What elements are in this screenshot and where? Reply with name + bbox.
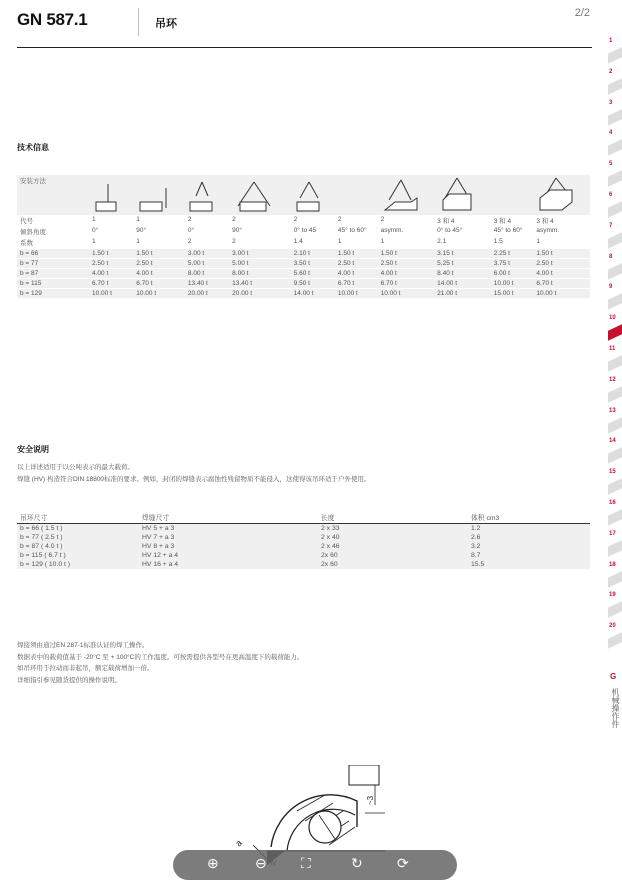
zoom-in-icon[interactable]: ⊕ [207, 855, 219, 871]
table-cell: 6.70 t [335, 279, 378, 289]
lifting-icon [232, 176, 276, 212]
page-title: 吊环 [155, 18, 177, 30]
viewer-toolbar [173, 850, 457, 880]
side-tab[interactable] [606, 190, 622, 221]
dim-a-label: a [233, 837, 244, 849]
table-cell: 1.50 t [89, 249, 133, 259]
tab-number: 6 [609, 192, 613, 198]
table-cell: 8.40 t [434, 269, 491, 279]
table-cell: 10.00 t [533, 289, 590, 299]
tab-number: 14 [609, 438, 616, 445]
page-header [17, 0, 592, 48]
table-cell: 3.00 t [185, 249, 229, 259]
header-divider [138, 8, 139, 36]
part-number: GN 587.1 [17, 10, 88, 29]
table-cell: b = 115 ( 6.7 t ) [17, 551, 139, 560]
side-tab[interactable] [606, 67, 622, 98]
table-cell: 2 [185, 215, 229, 226]
icon-cell [533, 175, 590, 216]
fit-page-icon[interactable]: ⛶ [301, 855, 311, 871]
side-tab[interactable] [606, 36, 622, 67]
col-volume: 体积 cm3 [468, 511, 590, 524]
safety-paragraph-2: 焊缝 (HV) 构造符合DIN 18800标准的要求。例如，封闭的焊缝表示腐蚀性残留物质不能侵入，这使得该吊环适于户外使用。 [17, 476, 371, 483]
table-row [17, 560, 590, 569]
side-tab[interactable] [606, 621, 622, 652]
tab-shape [608, 262, 622, 279]
table-cell: 1 [89, 237, 133, 249]
tab-shape [608, 570, 622, 587]
tab-number: 8 [609, 253, 613, 260]
table-cell: 2.50 t [533, 259, 590, 269]
table-cell: 2 [229, 215, 290, 226]
side-tab[interactable] [606, 159, 622, 190]
col-length: 长度 [318, 511, 468, 524]
table-cell: 45° to 60° [491, 226, 534, 237]
table-cell: 1.2 [468, 524, 590, 534]
lifting-icon [536, 176, 576, 212]
tab-number: 13 [609, 407, 616, 414]
side-tab[interactable] [606, 375, 622, 406]
col-weld: 焊缝尺寸 [139, 511, 318, 524]
tab-shape [608, 323, 622, 340]
tab-shape [608, 231, 622, 248]
category-label: 机械操作件 [611, 688, 620, 728]
table-cell: 2x 60 [318, 560, 468, 569]
tab-number: 3 [609, 99, 613, 106]
tab-number: 9 [609, 284, 613, 291]
side-tab[interactable] [606, 313, 622, 344]
table-cell: 3 和 4 [533, 215, 590, 226]
table-cell: 2 [335, 215, 378, 226]
table-cell: 9.50 t [291, 279, 335, 289]
table-cell: 8.00 t [185, 269, 229, 279]
table-cell: 2x 60 [318, 551, 468, 560]
icon-cell [185, 175, 229, 216]
tab-shape [608, 354, 622, 371]
table-cell: 1.50 t [533, 249, 590, 259]
table-cell: 3.2 [468, 542, 590, 551]
tab-number: 7 [609, 222, 613, 229]
table-cell: HV 5 + a 3 [139, 524, 318, 534]
table-cell: 90° [133, 226, 185, 237]
row-label: b = 66 [17, 249, 89, 259]
tab-number: 17 [609, 530, 616, 537]
table-cell: 13.40 t [229, 279, 290, 289]
tab-shape [608, 108, 622, 125]
dim-3-label: ~3 [366, 795, 375, 805]
side-tab[interactable] [606, 436, 622, 467]
side-tab[interactable] [606, 560, 622, 591]
icon-cell [335, 175, 378, 216]
tab-shape [608, 601, 622, 618]
table-cell: 14.00 t [434, 279, 491, 289]
tab-number: 18 [609, 561, 616, 568]
icon-cell [434, 175, 491, 216]
table-cell: 5.00 t [229, 259, 290, 269]
table-cell: 1 [89, 215, 133, 226]
table-cell: 2 [291, 215, 335, 226]
table-cell: asymm. [378, 226, 435, 237]
table-cell: 2.10 t [291, 249, 335, 259]
table-cell: 2 x 46 [318, 542, 468, 551]
brand-logo: G [610, 672, 617, 681]
row-label: 代号 [17, 215, 89, 226]
side-tab[interactable] [606, 282, 622, 313]
table-cell: 1 [378, 237, 435, 249]
table-cell: 0° [185, 226, 229, 237]
table-cell: 1.50 t [378, 249, 435, 259]
side-tab[interactable] [606, 128, 622, 159]
note-line: 焊接须由通过EN 287-1标准认证的焊工操作。 [17, 642, 149, 649]
tech-heading: 技术信息 [17, 143, 49, 152]
tab-number: 16 [609, 500, 616, 506]
tab-shape [608, 293, 622, 310]
side-tab[interactable] [606, 344, 622, 375]
icon-cell [133, 175, 185, 216]
table-row [17, 289, 590, 299]
table-cell: 3 和 4 [491, 215, 534, 226]
safety-heading: 安全说明 [17, 445, 49, 454]
table-row [17, 226, 590, 237]
table-row [17, 249, 590, 259]
icon-cell [378, 175, 435, 216]
table-cell: HV 7 + a 3 [139, 533, 318, 542]
table-cell: 4.00 t [533, 269, 590, 279]
table-cell: 1.50 t [133, 249, 185, 259]
col-size: 吊环尺寸 [17, 511, 139, 524]
side-tab[interactable] [606, 498, 622, 529]
row-label: 倾斜角度 [17, 226, 89, 237]
note-line: 如吊环用于拉动而非起吊，额定载荷增加一倍。 [17, 665, 154, 672]
tab-number: 19 [609, 592, 616, 599]
weld-header-row [17, 511, 590, 524]
side-tab[interactable] [606, 252, 622, 283]
table-cell: 4.00 t [89, 269, 133, 279]
table-cell: 2.6 [468, 533, 590, 542]
tab-number: 5 [609, 161, 613, 168]
refresh-icon[interactable]: ⟳ [397, 855, 409, 871]
table-cell: 3.50 t [291, 259, 335, 269]
table-cell: 1 [133, 237, 185, 249]
tab-number: 20 [609, 623, 616, 630]
tab-shape [608, 46, 622, 63]
table-cell: 4.00 t [133, 269, 185, 279]
table-cell: 2.50 t [378, 259, 435, 269]
table-cell: 13.40 t [185, 279, 229, 289]
table-cell: 2.50 t [89, 259, 133, 269]
side-tab[interactable] [606, 221, 622, 252]
table-cell: 1.50 t [335, 249, 378, 259]
table-cell: 2.50 t [133, 259, 185, 269]
table-row [17, 259, 590, 269]
table-cell: 20.00 t [229, 289, 290, 299]
side-tab[interactable] [606, 406, 622, 437]
tab-shape [608, 416, 622, 433]
table-cell: 10.00 t [491, 279, 534, 289]
table-cell: 0° to 45 [291, 226, 335, 237]
tab-shape [608, 477, 622, 494]
table-cell: 6.70 t [89, 279, 133, 289]
side-tab[interactable] [606, 98, 622, 129]
tab-shape [608, 508, 622, 525]
table-cell: 10.00 t [89, 289, 133, 299]
lifting-icon [294, 176, 324, 212]
table-cell: 3.00 t [229, 249, 290, 259]
weld-table [17, 511, 590, 569]
table-cell: b = 129 ( 10.0 t ) [17, 560, 139, 569]
lifting-icon [381, 176, 421, 212]
table-cell: 2.50 t [335, 259, 378, 269]
lifting-icon [437, 176, 477, 212]
tab-shape [608, 385, 622, 402]
table-cell: 4.00 t [335, 269, 378, 279]
table-cell: b = 77 ( 2.5 t ) [17, 533, 139, 542]
page-indicator: 2/2 [574, 7, 590, 19]
table-cell: 8.00 t [229, 269, 290, 279]
table-row [17, 279, 590, 289]
lifting-icon [188, 176, 218, 212]
side-tab[interactable] [606, 590, 622, 621]
table-cell: 2 [229, 237, 290, 249]
tab-number: 4 [609, 130, 613, 137]
safety-paragraph-1: 以上详述适用于以公吨表示的最大载荷。 [17, 464, 134, 471]
table-cell: 10.00 t [378, 289, 435, 299]
lifting-icon [92, 176, 122, 212]
tab-shape [608, 169, 622, 186]
table-cell: 8.7 [468, 551, 590, 560]
install-row [17, 175, 590, 216]
load-table [17, 174, 590, 298]
icon-cell [491, 175, 534, 216]
tab-number: 12 [609, 376, 616, 383]
tab-shape [608, 77, 622, 94]
section-tabs [606, 0, 622, 867]
note-line: 详细指引参见随货提供的操作说明。 [17, 676, 121, 684]
row-label: b = 77 [17, 259, 89, 269]
table-cell: 20.00 t [185, 289, 229, 299]
table-cell: 6.70 t [378, 279, 435, 289]
table-cell: 10.00 t [335, 289, 378, 299]
table-cell: 2 [378, 215, 435, 226]
row-label: b = 115 [17, 279, 89, 289]
table-row [17, 551, 590, 560]
icon-cell [229, 175, 290, 216]
tab-shape [608, 447, 622, 464]
icon-cell [291, 175, 335, 216]
table-cell: 1 [335, 237, 378, 249]
table-row [17, 542, 590, 551]
table-cell: 0° [89, 226, 133, 237]
tab-number: 15 [609, 469, 616, 476]
tab-shape [608, 200, 622, 217]
table-cell: b = 66 ( 1.5 t ) [17, 524, 139, 534]
table-cell: 5.00 t [185, 259, 229, 269]
table-cell: 15.5 [468, 560, 590, 569]
table-cell: 15.00 t [491, 289, 534, 299]
table-cell: HV 12 + a 4 [139, 551, 318, 560]
table-cell: 2.25 t [491, 249, 534, 259]
table-row [17, 237, 590, 249]
table-cell: 21.00 t [434, 289, 491, 299]
table-cell: 1 [133, 215, 185, 226]
tab-shape [608, 539, 622, 556]
table-cell: 6.00 t [491, 269, 534, 279]
table-cell: 3.75 t [491, 259, 534, 269]
table-cell: HV 8 + a 3 [139, 542, 318, 551]
row-label: 系数 [17, 237, 89, 249]
table-cell: 6.70 t [133, 279, 185, 289]
row-label: b = 129 [17, 289, 89, 299]
table-cell: 90° [229, 226, 290, 237]
table-cell: 0° to 45° [434, 226, 491, 237]
table-row [17, 269, 590, 279]
table-cell: b = 87 ( 4.0 t ) [17, 542, 139, 551]
tab-number: 11 [609, 346, 616, 352]
table-row [17, 524, 590, 534]
table-cell: 2 x 40 [318, 533, 468, 542]
table-cell: 5.25 t [434, 259, 491, 269]
table-cell: 2.1 [434, 237, 491, 249]
table-cell: 6.70 t [533, 279, 590, 289]
rotate-icon[interactable]: ↻ [351, 855, 363, 871]
tab-number: 2 [609, 68, 613, 75]
lifting-icon [136, 176, 172, 212]
tab-shape [608, 631, 622, 648]
install-label: 安装方法 [17, 175, 89, 216]
table-cell: 1.5 [491, 237, 534, 249]
table-cell: 10.00 t [133, 289, 185, 299]
table-cell: asymm. [533, 226, 590, 237]
table-cell: 1 [533, 237, 590, 249]
table-cell: 2 [185, 237, 229, 249]
row-label: b = 87 [17, 269, 89, 279]
table-row [17, 215, 590, 226]
table-cell: 3.15 t [434, 249, 491, 259]
table-cell: HV 16 + a 4 [139, 560, 318, 569]
tab-number: 10 [609, 315, 616, 322]
icon-cell [89, 175, 133, 216]
table-cell: 3 和 4 [434, 215, 491, 226]
table-cell: 4.00 t [378, 269, 435, 279]
tab-number: 1 [609, 38, 613, 44]
table-cell: 5.60 t [291, 269, 335, 279]
tab-shape [608, 139, 622, 156]
side-tab[interactable] [606, 529, 622, 560]
side-tab[interactable] [606, 467, 622, 498]
zoom-out-icon[interactable]: ⊖ [255, 855, 267, 871]
table-cell: 14.00 t [291, 289, 335, 299]
table-cell: 1.4 [291, 237, 335, 249]
table-cell: 45° to 60° [335, 226, 378, 237]
table-row [17, 533, 590, 542]
table-cell: 2 x 33 [318, 524, 468, 534]
note-line: 数据表中的载荷值基于 -20°C 至 + 100°C的工作温度。可按需提供各型号在更高温度下的载荷能力。 [17, 653, 304, 661]
